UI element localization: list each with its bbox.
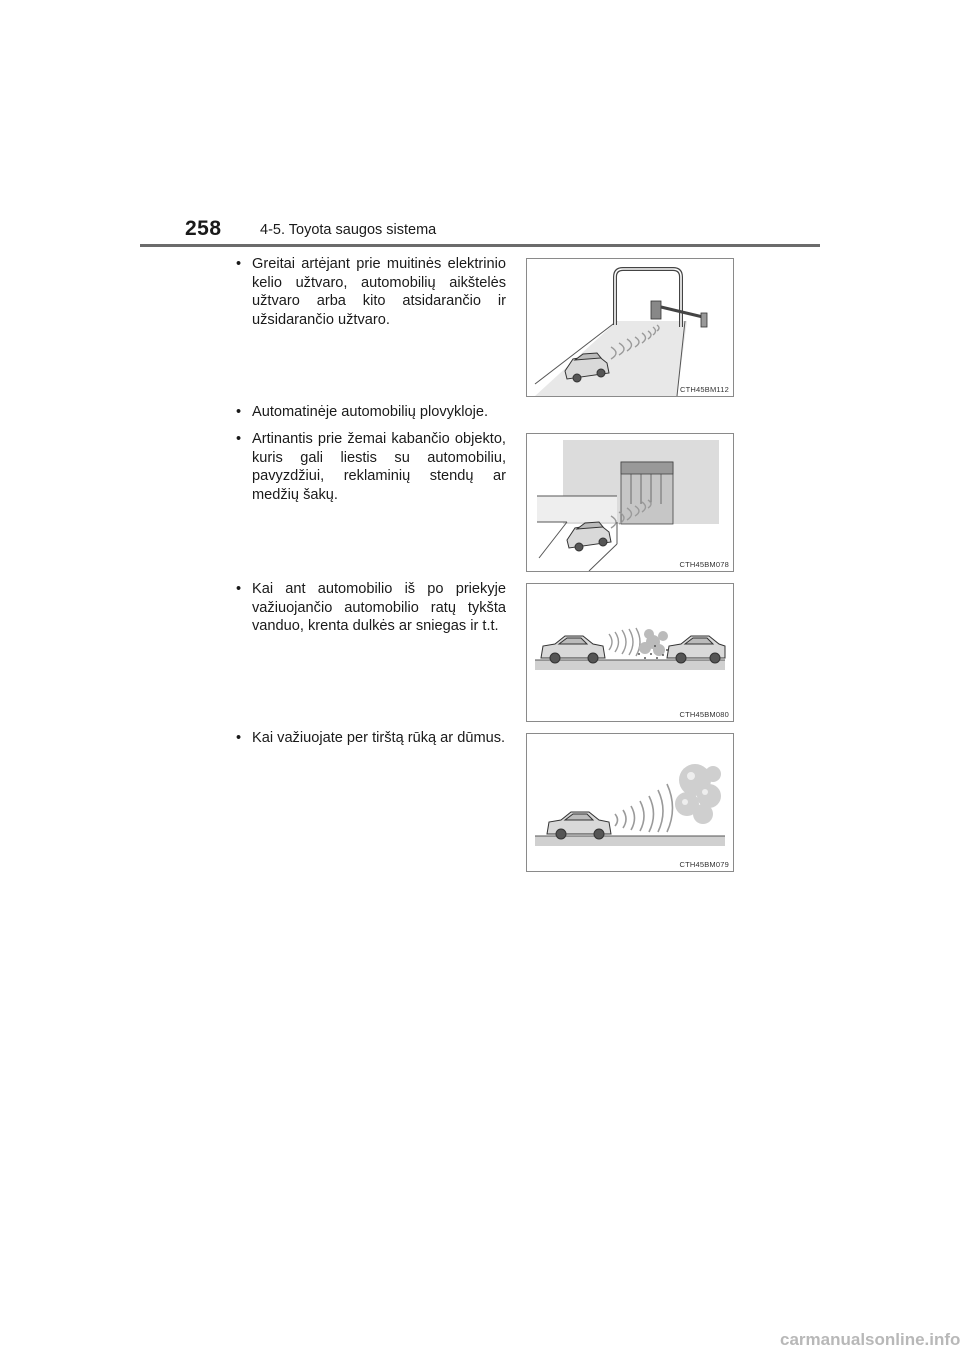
figure-toll-gate — [526, 258, 734, 397]
bullet-marker: • — [236, 256, 242, 272]
bullet-marker: • — [236, 581, 242, 597]
figure-car-wash — [526, 433, 734, 572]
bullet-item-car-wash — [236, 403, 506, 422]
section-title: 4-5. Toyota saugos sistema — [260, 222, 437, 238]
bullet-text: Artinantis prie žemai kabančio objekto, kuris gali liestis su automobiliu, pavyzdžiui, reklaminių stendų ar medžių šakų. — [252, 431, 506, 503]
figure-code: CTH45BM079 — [679, 860, 729, 869]
car-wash-illustration-icon — [527, 434, 733, 571]
bullet-item-low-hanging-object — [236, 430, 506, 504]
bullet-item-splash — [236, 580, 506, 636]
bullet-marker: • — [236, 404, 242, 420]
figure-code: CTH45BM112 — [680, 385, 729, 394]
splash-illustration-icon — [527, 584, 733, 721]
bullet-item-toll-barrier — [236, 255, 506, 329]
figure-code: CTH45BM080 — [679, 710, 729, 719]
bullet-text: Greitai artėjant prie muitinės elektrinio kelio užtvaro, automobilių aikštelės užtvaro arba kito atsidarančio ir užsidarančio užtvaro. — [252, 256, 506, 328]
bullet-text: Kai ant automobilio iš po priekyje važiuojančio automobilio ratų tykšta vanduo, krenta dulkės ar sniegas ir t.t. — [252, 581, 506, 635]
figure-splash — [526, 583, 734, 722]
bullet-text: Kai važiuojate per tirštą rūką ar dūmus. — [252, 730, 506, 746]
figure-fog — [526, 733, 734, 872]
footer-watermark: carmanualsonline.info — [780, 1330, 960, 1349]
figure-code: CTH45BM078 — [679, 560, 729, 569]
bullet-item-fog — [236, 729, 506, 748]
bullet-text: Automatinėje automobilių plovykloje. — [252, 404, 489, 420]
fog-illustration-icon — [527, 734, 733, 871]
page-number: 258 — [185, 217, 222, 240]
bullet-marker: • — [236, 431, 242, 447]
header-divider — [140, 244, 820, 247]
bullet-marker: • — [236, 730, 242, 746]
toll-gate-illustration-icon — [527, 259, 733, 396]
